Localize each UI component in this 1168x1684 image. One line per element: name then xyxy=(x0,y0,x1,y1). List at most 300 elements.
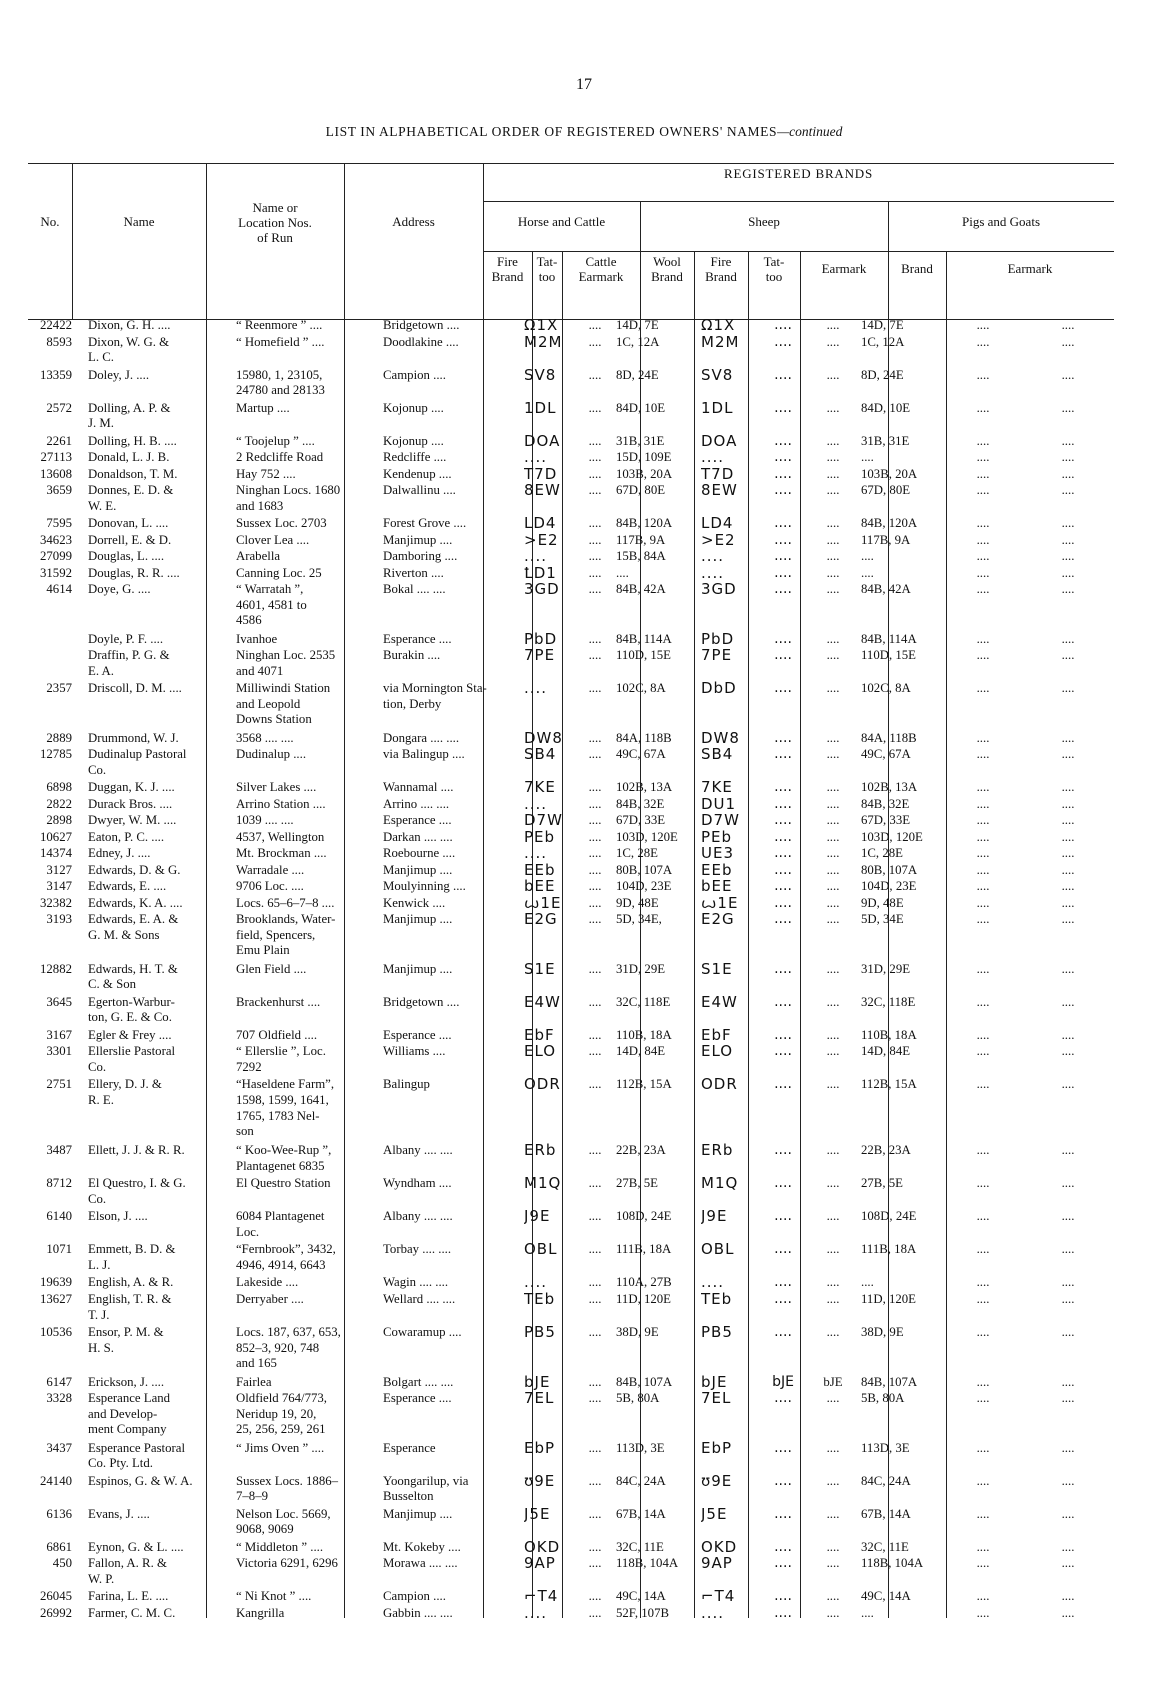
cell-no: 12882 xyxy=(40,961,72,976)
cell-pig-brand: .... xyxy=(976,879,990,894)
cell-tattoo: .... xyxy=(588,1044,602,1059)
cell-sheep-tattoo: .... xyxy=(826,582,840,597)
cell-pig-earmark: .... xyxy=(1061,730,1075,745)
cell-pig-brand: .... xyxy=(976,1391,990,1406)
cell-address: Wyndham .... xyxy=(383,1176,452,1191)
cell-tattoo: .... xyxy=(588,862,602,877)
cell-wool-brand: ꙍ1E xyxy=(701,895,739,912)
cell-cattle-earmark: 84B, 32E xyxy=(616,796,665,811)
cell-fire-brand: M2M xyxy=(524,334,563,351)
cell-run: “ Reenmore ” .... xyxy=(236,318,323,332)
cell-sheep-tattoo: .... xyxy=(826,895,840,910)
cell-name: Ensor, P. M. & H. S. xyxy=(88,1324,164,1355)
cell-sheep-fire-brand: .... xyxy=(774,450,792,466)
cell-pig-earmark: .... xyxy=(1061,582,1075,597)
cell-run: Locs. 65–6–7–8 .... xyxy=(236,895,335,910)
cell-no: 2751 xyxy=(46,1077,72,1092)
cell-sheep-fire-brand: .... xyxy=(774,895,792,911)
cell-sheep-earmark: 8D, 24E xyxy=(861,367,904,382)
cell-fire-brand: SB4 xyxy=(524,747,557,763)
cell-pig-earmark: .... xyxy=(1061,516,1075,531)
cell-wool-brand: 8EW xyxy=(701,483,738,499)
cell-sheep-tattoo: .... xyxy=(826,367,840,382)
cell-cattle-earmark: 84A, 118B xyxy=(616,730,672,745)
cell-name: Douglas, R. R. .... xyxy=(88,565,180,580)
cell-name: Doye, G. .... xyxy=(88,582,151,597)
cell-wool-brand: 1DL xyxy=(701,400,734,417)
cell-cattle-earmark: 15D, 109E xyxy=(616,450,672,465)
cell-pig-brand: .... xyxy=(976,730,990,745)
cell-tattoo: .... xyxy=(588,1440,602,1455)
table-row xyxy=(28,566,1114,582)
table-row xyxy=(28,995,1114,1026)
cell-sheep-fire-brand: .... xyxy=(774,1605,792,1621)
cell-name: Edwards, H. T. & C. & Son xyxy=(88,961,178,992)
cell-fire-brand: bJE xyxy=(524,1374,551,1391)
cell-pig-earmark: .... xyxy=(1061,400,1075,415)
cell-no: 7595 xyxy=(46,516,72,531)
cell-tattoo: .... xyxy=(588,912,602,927)
cell-pig-earmark: .... xyxy=(1061,879,1075,894)
cell-tattoo: .... xyxy=(588,1473,602,1488)
cell-cattle-earmark: 67D, 80E xyxy=(616,483,666,498)
cell-cattle-earmark: 31D, 29E xyxy=(616,961,666,976)
table-row xyxy=(28,780,1114,796)
table-body xyxy=(28,318,1114,1622)
cell-sheep-earmark: 32C, 118E xyxy=(861,994,916,1009)
cell-sheep-fire-brand: .... xyxy=(774,400,792,416)
header-tattoo: Tat- too xyxy=(536,254,558,284)
cell-wool-brand: ʊ9E xyxy=(701,1473,733,1490)
cell-sheep-fire-brand: .... xyxy=(774,879,792,895)
cell-run: Brooklands, Water- field, Spencers, Emu Plain xyxy=(236,912,336,958)
cell-fire-brand: ODR xyxy=(524,1077,561,1093)
cell-pig-brand: .... xyxy=(976,1605,990,1620)
header-pig-earmark: Earmark xyxy=(1007,261,1053,276)
cell-sheep-earmark: .... xyxy=(861,1275,874,1290)
cell-pig-brand: .... xyxy=(976,466,990,481)
cell-name: Dolling, H. B. .... xyxy=(88,433,177,448)
cell-sheep-fire-brand: bJE xyxy=(772,1374,794,1390)
cell-name: Ellery, D. J. & R. E. xyxy=(88,1077,162,1107)
cell-sheep-earmark: 5D, 34E xyxy=(861,912,904,927)
cell-address: Manjimup .... xyxy=(383,961,453,976)
cell-tattoo: .... xyxy=(588,1589,602,1604)
cell-sheep-earmark: 103D, 120E xyxy=(861,829,923,844)
cell-tattoo: .... xyxy=(588,994,602,1009)
cell-sheep-earmark: 104D, 23E xyxy=(861,879,917,894)
cell-run: Arrino Station .... xyxy=(236,796,326,811)
page-title xyxy=(0,124,1168,140)
cell-pig-brand: .... xyxy=(976,1324,990,1339)
cell-tattoo: .... xyxy=(588,747,602,762)
cell-sheep-fire-brand: .... xyxy=(774,681,792,697)
cell-wool-brand: M2M xyxy=(701,334,740,351)
cell-wool-brand: T7D xyxy=(701,466,735,483)
cell-wool-brand: EEb xyxy=(701,862,733,879)
cell-sheep-earmark: .... xyxy=(861,565,874,580)
cell-no: 6140 xyxy=(46,1209,72,1224)
cell-address: Esperance xyxy=(383,1440,436,1455)
cell-sheep-fire-brand: .... xyxy=(774,532,792,548)
cell-name: Dwyer, W. M. .... xyxy=(88,813,177,828)
cell-sheep-fire-brand: .... xyxy=(774,1077,792,1093)
cell-pig-earmark: .... xyxy=(1061,1291,1075,1306)
cell-pig-brand: .... xyxy=(976,961,990,976)
cell-sheep-earmark: 9D, 48E xyxy=(861,895,904,910)
cell-cattle-earmark: 84B, 107A xyxy=(616,1374,673,1389)
cell-name: Drummond, W. J. xyxy=(88,730,179,745)
cell-tattoo: .... xyxy=(588,1027,602,1042)
cell-pig-earmark: .... xyxy=(1061,1044,1075,1059)
cell-sheep-tattoo: .... xyxy=(826,1209,840,1224)
cell-sheep-fire-brand: .... xyxy=(774,1209,792,1225)
cell-address: Mt. Kokeby .... xyxy=(383,1539,461,1554)
cell-pig-brand: .... xyxy=(976,516,990,531)
cell-sheep-tattoo: .... xyxy=(826,1324,840,1339)
cell-wool-brand: PbD xyxy=(701,631,735,648)
table-row xyxy=(28,1209,1114,1240)
cell-no: 3437 xyxy=(46,1440,72,1455)
table-row xyxy=(28,1176,1114,1207)
cell-address: Bolgart .... .... xyxy=(383,1374,454,1389)
cell-fire-brand: EbP xyxy=(524,1440,556,1457)
cell-address: Kojonup .... xyxy=(383,433,444,448)
cell-sheep-tattoo: .... xyxy=(826,1556,840,1571)
cell-run: “ Ni Knot ” .... xyxy=(236,1589,312,1604)
table-row xyxy=(28,335,1114,366)
cell-fire-brand: J9E xyxy=(524,1209,551,1226)
cell-sheep-tattoo: .... xyxy=(826,1391,840,1406)
cell-address: Albany .... .... xyxy=(383,1143,453,1158)
cell-sheep-earmark: 84B, 42A xyxy=(861,582,911,597)
cell-pig-earmark: .... xyxy=(1061,1605,1075,1620)
cell-address: Yoongarilup, via Busselton xyxy=(383,1473,469,1504)
cell-tattoo: .... xyxy=(588,450,602,465)
cell-address: Moulyinning .... xyxy=(383,879,466,894)
cell-fire-brand: 1DL xyxy=(524,400,557,417)
cell-fire-brand: S1E xyxy=(524,961,556,978)
cell-name: Dorrell, E. & D. xyxy=(88,532,172,547)
cell-run: “ Jims Oven ” .... xyxy=(236,1440,325,1455)
cell-name: English, A. & R. xyxy=(88,1275,174,1290)
cell-name: Donald, L. J. B. xyxy=(88,450,170,465)
cell-fire-brand: PB5 xyxy=(524,1324,556,1341)
cell-no: 1071 xyxy=(46,1242,72,1257)
cell-wool-brand: ⌐T4 xyxy=(701,1589,736,1605)
cell-sheep-earmark: 117B, 9A xyxy=(861,532,911,547)
cell-wool-brand: .... xyxy=(701,1605,725,1622)
cell-no: 13608 xyxy=(40,466,72,481)
cell-fire-brand: .... xyxy=(524,796,548,813)
cell-sheep-tattoo: .... xyxy=(826,730,840,745)
cell-pig-brand: .... xyxy=(976,829,990,844)
cell-tattoo: .... xyxy=(588,780,602,795)
cell-address: Arrino .... .... xyxy=(383,796,450,811)
cell-no: 2261 xyxy=(46,433,72,448)
cell-pig-earmark: .... xyxy=(1061,318,1075,332)
cell-name: Donnes, E. D. & W. E. xyxy=(88,483,174,513)
cell-pig-earmark: .... xyxy=(1061,780,1075,795)
cell-fire-brand: ꙍ1E xyxy=(524,895,562,912)
cell-sheep-fire-brand: .... xyxy=(774,994,792,1010)
cell-name: Douglas, L. .... xyxy=(88,549,165,564)
cell-name: Evans, J. .... xyxy=(88,1506,150,1521)
cell-name: Dolling, A. P. & J. M. xyxy=(88,400,171,431)
cell-fire-brand: TEb xyxy=(524,1291,556,1308)
cell-wool-brand: SV8 xyxy=(701,367,734,384)
cell-sheep-earmark: 80B, 107A xyxy=(861,862,918,877)
table-row xyxy=(28,1540,1114,1556)
cell-name: Dixon, W. G. & L. C. xyxy=(88,334,170,365)
cell-fire-brand: 7KE xyxy=(524,780,556,796)
cell-wool-brand: OBL xyxy=(701,1242,735,1259)
cell-sheep-tattoo: .... xyxy=(826,483,840,498)
cell-sheep-fire-brand: .... xyxy=(774,730,792,746)
cell-cattle-earmark: 118B, 104A xyxy=(616,1556,679,1571)
cell-fire-brand: ꝈD1 xyxy=(524,565,557,582)
cell-sheep-tattoo: .... xyxy=(826,1027,840,1042)
cell-run: Warradale .... xyxy=(236,862,305,877)
cell-sheep-fire-brand: .... xyxy=(774,1143,792,1159)
cell-pig-earmark: .... xyxy=(1061,1324,1075,1339)
cell-no: 2898 xyxy=(46,813,72,828)
cell-pig-brand: .... xyxy=(976,367,990,382)
cell-tattoo: .... xyxy=(588,334,602,349)
cell-sheep-tattoo: .... xyxy=(826,433,840,448)
cell-pig-brand: .... xyxy=(976,813,990,828)
table-row xyxy=(28,549,1114,565)
header-sheep: Sheep xyxy=(748,214,780,229)
cell-pig-brand: .... xyxy=(976,1539,990,1554)
table-row xyxy=(28,516,1114,532)
cell-address: Bridgetown .... xyxy=(383,994,460,1009)
cell-pig-brand: .... xyxy=(976,450,990,465)
cell-sheep-earmark: 118B, 104A xyxy=(861,1556,924,1571)
table-row xyxy=(28,1325,1114,1372)
table-row xyxy=(28,401,1114,432)
cell-no: 3127 xyxy=(46,862,72,877)
cell-fire-brand: >E2 xyxy=(524,532,559,549)
cell-sheep-tattoo: .... xyxy=(826,1539,840,1554)
cell-run: Oldfield 764/773, Neridup 19, 20, 25, 256, 259, 261 xyxy=(236,1391,327,1437)
cell-name: Dixon, G. H. .... xyxy=(88,318,171,332)
cell-tattoo: .... xyxy=(588,582,602,597)
cell-wool-brand: Ω1X xyxy=(701,318,736,334)
cell-wool-brand: 3GD xyxy=(701,582,737,598)
cell-no: 3487 xyxy=(46,1143,72,1158)
cell-run: Hay 752 .... xyxy=(236,466,296,481)
cell-tattoo: .... xyxy=(588,466,602,481)
cell-sheep-fire-brand: .... xyxy=(774,1589,792,1605)
cell-sheep-fire-brand: .... xyxy=(774,796,792,812)
cell-sheep-earmark: 111B, 18A xyxy=(861,1242,917,1257)
cell-wool-brand: ODR xyxy=(701,1077,738,1093)
cell-pig-brand: .... xyxy=(976,1374,990,1389)
cell-sheep-earmark: 84D, 10E xyxy=(861,400,911,415)
table-row xyxy=(28,747,1114,778)
header-sheep-fire-brand: Fire Brand xyxy=(705,254,737,284)
cell-sheep-tattoo: .... xyxy=(826,1077,840,1092)
cell-run: “ Ellerslie ”, Loc. 7292 xyxy=(236,1044,326,1074)
cell-sheep-tattoo: .... xyxy=(826,334,840,349)
cell-cattle-earmark: 1C, 12A xyxy=(616,334,660,349)
table-row xyxy=(28,1292,1114,1323)
cell-sheep-fire-brand: .... xyxy=(774,780,792,796)
cell-fire-brand: 7EL xyxy=(524,1391,555,1407)
cell-address: Esperance .... xyxy=(383,1027,452,1042)
cell-sheep-earmark: 1C, 28E xyxy=(861,846,903,861)
cell-pig-brand: .... xyxy=(976,1440,990,1455)
cell-no: 34623 xyxy=(40,532,72,547)
cell-sheep-earmark: 67D, 33E xyxy=(861,813,911,828)
cell-cattle-earmark: 67D, 33E xyxy=(616,813,666,828)
cell-sheep-earmark: 27B, 5E xyxy=(861,1176,903,1191)
cell-wool-brand: S1E xyxy=(701,961,733,978)
cell-address: Esperance .... xyxy=(383,631,452,646)
cell-fire-brand: 7PE xyxy=(524,648,556,664)
table-row xyxy=(28,1275,1114,1291)
cell-sheep-fire-brand: .... xyxy=(774,747,792,763)
cell-cattle-earmark: 67B, 14A xyxy=(616,1506,666,1521)
cell-cattle-earmark: 31B, 31E xyxy=(616,433,665,448)
header-pigs-goats: Pigs and Goats xyxy=(962,214,1040,229)
cell-name: Fallon, A. R. & W. P. xyxy=(88,1556,167,1586)
cell-no: 3193 xyxy=(46,912,72,927)
cell-wool-brand: 7PE xyxy=(701,648,733,664)
cell-tattoo: .... xyxy=(588,367,602,382)
cell-no: 31592 xyxy=(40,565,72,580)
cell-pig-brand: .... xyxy=(976,1242,990,1257)
table-row xyxy=(28,1589,1114,1605)
cell-wool-brand: DU1 xyxy=(701,796,737,813)
table-row xyxy=(28,797,1114,813)
cell-address: Campion .... xyxy=(383,367,446,382)
cell-sheep-fire-brand: .... xyxy=(774,516,792,532)
table-row xyxy=(28,1242,1114,1273)
cell-no: 2572 xyxy=(46,400,72,415)
cell-run: Derryaber .... xyxy=(236,1291,304,1306)
cell-fire-brand: M1Q xyxy=(524,1176,562,1192)
cell-fire-brand: SV8 xyxy=(524,367,557,384)
cell-sheep-tattoo: .... xyxy=(826,532,840,547)
table-row xyxy=(28,450,1114,466)
cell-pig-brand: .... xyxy=(976,1275,990,1290)
cell-sheep-fire-brand: .... xyxy=(774,961,792,977)
cell-cattle-earmark: 49C, 14A xyxy=(616,1589,666,1604)
cell-wool-brand: 7KE xyxy=(701,780,733,796)
cell-no: 10536 xyxy=(40,1324,72,1339)
cell-sheep-earmark: 84B, 120A xyxy=(861,516,918,531)
cell-cattle-earmark: .... xyxy=(616,565,629,580)
cell-sheep-earmark: 84B, 114A xyxy=(861,631,917,646)
cell-wool-brand: DOA xyxy=(701,433,738,450)
cell-no: 27113 xyxy=(40,450,72,465)
cell-pig-earmark: .... xyxy=(1061,1176,1075,1191)
cell-sheep-earmark: .... xyxy=(861,450,874,465)
cell-address: Dongara .... .... xyxy=(383,730,460,745)
cell-sheep-earmark: 49C, 14A xyxy=(861,1589,911,1604)
cell-cattle-earmark: 80B, 107A xyxy=(616,862,673,877)
cell-pig-earmark: .... xyxy=(1061,846,1075,861)
cell-sheep-fire-brand: .... xyxy=(774,565,792,581)
cell-fire-brand: ELO xyxy=(524,1044,557,1060)
header-address: Address xyxy=(392,214,435,229)
table-row xyxy=(28,632,1114,648)
cell-pig-brand: .... xyxy=(976,1589,990,1604)
cell-sheep-earmark: 67B, 14A xyxy=(861,1506,911,1521)
cell-address: Torbay .... .... xyxy=(383,1242,452,1257)
table-row xyxy=(28,483,1114,514)
cell-address: Burakin .... xyxy=(383,648,441,663)
header-horse-cattle: Horse and Cattle xyxy=(517,214,606,229)
table-row xyxy=(28,912,1114,959)
cell-run: Silver Lakes .... xyxy=(236,780,317,795)
cell-no: 26992 xyxy=(40,1605,72,1620)
cell-sheep-fire-brand: .... xyxy=(774,1506,792,1522)
cell-address: Wellard .... .... xyxy=(383,1291,456,1306)
cell-sheep-earmark: .... xyxy=(861,1605,874,1620)
cell-pig-brand: .... xyxy=(976,681,990,696)
cell-pig-earmark: .... xyxy=(1061,994,1075,1009)
cell-pig-brand: .... xyxy=(976,433,990,448)
cell-pig-brand: .... xyxy=(976,631,990,646)
cell-sheep-tattoo: .... xyxy=(826,1242,840,1257)
cell-sheep-fire-brand: .... xyxy=(774,1275,792,1291)
cell-pig-brand: .... xyxy=(976,1506,990,1521)
cell-address: Bridgetown .... xyxy=(383,318,460,332)
cell-sheep-fire-brand: .... xyxy=(774,318,792,333)
cell-sheep-fire-brand: .... xyxy=(774,433,792,449)
cell-sheep-tattoo: .... xyxy=(826,862,840,877)
cell-pig-earmark: .... xyxy=(1061,483,1075,498)
cell-sheep-fire-brand: .... xyxy=(774,631,792,647)
cell-run: “ Middleton ” .... xyxy=(236,1539,324,1554)
cell-run: Sussex Loc. 2703 xyxy=(236,516,327,531)
cell-name: English, T. R. & T. J. xyxy=(88,1291,172,1322)
cell-cattle-earmark: 52F, 107B xyxy=(616,1605,670,1620)
cell-tattoo: .... xyxy=(588,1077,602,1092)
cell-sheep-earmark: 1C, 12A xyxy=(861,334,905,349)
cell-pig-earmark: .... xyxy=(1061,1556,1075,1571)
table-row xyxy=(28,1507,1114,1538)
cell-fire-brand: EbF xyxy=(524,1027,555,1044)
cell-name: Eynon, G. & L. .... xyxy=(88,1539,184,1554)
header-run: Name or Location Nos. of Run xyxy=(238,200,312,245)
table-row xyxy=(28,648,1114,679)
cell-name: Donovan, L. .... xyxy=(88,516,169,531)
cell-sheep-tattoo: .... xyxy=(826,466,840,481)
cell-cattle-earmark: 8D, 24E xyxy=(616,367,659,382)
cell-address: Redcliffe .... xyxy=(383,450,447,465)
cell-pig-earmark: .... xyxy=(1061,367,1075,382)
cell-pig-brand: .... xyxy=(976,994,990,1009)
cell-no: 6861 xyxy=(46,1539,72,1554)
cell-no: 3301 xyxy=(46,1044,72,1059)
cell-pig-earmark: .... xyxy=(1061,1539,1075,1554)
cell-pig-earmark: .... xyxy=(1061,1374,1075,1389)
table-row xyxy=(28,1556,1114,1587)
cell-pig-earmark: .... xyxy=(1061,1209,1075,1224)
cell-no: 19639 xyxy=(40,1275,72,1290)
cell-fire-brand: EEb xyxy=(524,862,556,879)
cell-run: Ivanhoe xyxy=(236,631,278,646)
cell-run: Lakeside .... xyxy=(236,1275,299,1290)
cell-pig-earmark: .... xyxy=(1061,1440,1075,1455)
cell-sheep-tattoo: .... xyxy=(826,846,840,861)
cell-wool-brand: LD4 xyxy=(701,516,734,532)
table-row xyxy=(28,533,1114,549)
